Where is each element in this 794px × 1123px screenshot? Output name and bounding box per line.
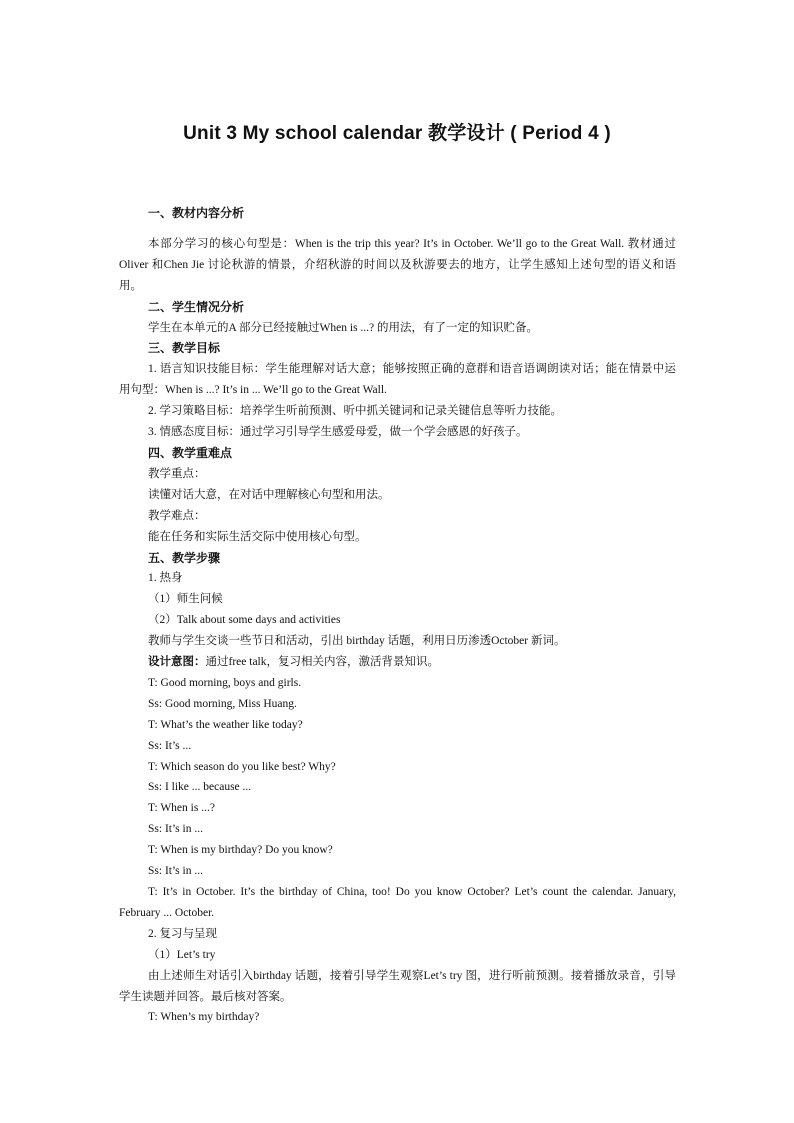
section-heading-5: 五、教学步骤 — [148, 550, 221, 565]
sub-step: （2）Talk about some days and activities — [148, 614, 341, 627]
dialogue-line: T: When is ...? — [148, 802, 215, 815]
section-heading-2: 二、学生情况分析 — [148, 299, 245, 314]
dialogue-line: Ss: I like ... because ... — [148, 781, 252, 794]
dialogue-line: Ss: It’s in ... — [148, 823, 203, 836]
document-body — [119, 203, 676, 1028]
design-intent-text: 通过free talk，复习相关内容，激活背景知识。 — [205, 656, 439, 669]
dialogue-line: T: Which season do you like best? Why? — [148, 760, 336, 773]
design-intent-label: 设计意图： — [148, 656, 206, 669]
key-point-label: 教学重点： — [148, 467, 206, 480]
objective-item: 3. 情感态度目标：通过学习引导学生感爱母爱，做一个学会感恩的好孩子。 — [148, 426, 528, 439]
key-point-text: 读懂对话大意，在对话中理解核心句型和用法。 — [148, 488, 390, 501]
dialogue-line: Ss: It’s ... — [148, 739, 192, 752]
difficulty-label: 教学难点： — [148, 509, 206, 522]
sub-step: （1）师生问候 — [148, 593, 223, 606]
sub-step: （1）Let’s try — [148, 948, 216, 961]
difficulty-text: 能在任务和实际生活交际中使用核心句型。 — [148, 530, 367, 543]
design-intent — [119, 652, 676, 673]
objective-item: 1. 语言知识技能目标：学生能理解对话大意；能够按照正确的意群和语音语调朗读对话；能在情景中运用句型：When is ...? It’s in ... We’ll go to the Great Wall. — [119, 363, 676, 397]
step-title: 2. 复习与呈现 — [148, 927, 217, 940]
dialogue-line: T: When is my birthday? Do you know? — [148, 844, 333, 857]
page-title: Unit 3 My school calendar 教学设计 ( Period 4 ) — [183, 123, 611, 144]
dialogue-line: T: When’s my birthday? — [148, 1011, 260, 1024]
section-heading-1: 一、教材内容分析 — [148, 206, 245, 220]
paragraph: 由上述师生对话引入birthday 话题，接着引导学生观察Let’s try 图，进行听前预测。接着播放录音，引导学生读题并回答。最后核对答案。 — [119, 969, 676, 1003]
dialogue-line: T: It’s in October. It’s the birthday of China, too! Do you know October? Let’s count the calendar. January, February ... October. — [119, 886, 676, 919]
step-title: 1. 热身 — [148, 572, 183, 585]
paragraph: 教师与学生交谈一些节日和活动，引出 birthday 话题，利用日历渗透October 新词。 — [148, 635, 566, 648]
section-heading-3: 三、教学目标 — [148, 341, 221, 356]
dialogue-line: T: What’s the weather like today? — [148, 718, 303, 731]
dialogue-line: Ss: It’s in ... — [148, 865, 203, 878]
dialogue-line: Ss: Good morning, Miss Huang. — [148, 697, 297, 710]
objective-item: 2. 学习策略目标：培养学生听前预测、听中抓关键词和记录关键信息等听力技能。 — [148, 405, 562, 418]
dialogue-line: T: Good morning, boys and girls. — [148, 676, 302, 689]
paragraph: 本部分学习的核心句型是：When is the trip this year? It’s in October. We’ll go to the Great Wall. 教材通过Oliver 和Chen Jie 讨论秋游的情景，介绍秋游的时间以及秋游要去的地方，让学生感知上述句型的语义和语用。 — [119, 237, 676, 292]
section-heading-4: 四、教学重难点 — [148, 445, 233, 460]
paragraph: 学生在本单元的A 部分已经接触过When is ...? 的用法，有了一定的知识贮备。 — [148, 321, 539, 334]
